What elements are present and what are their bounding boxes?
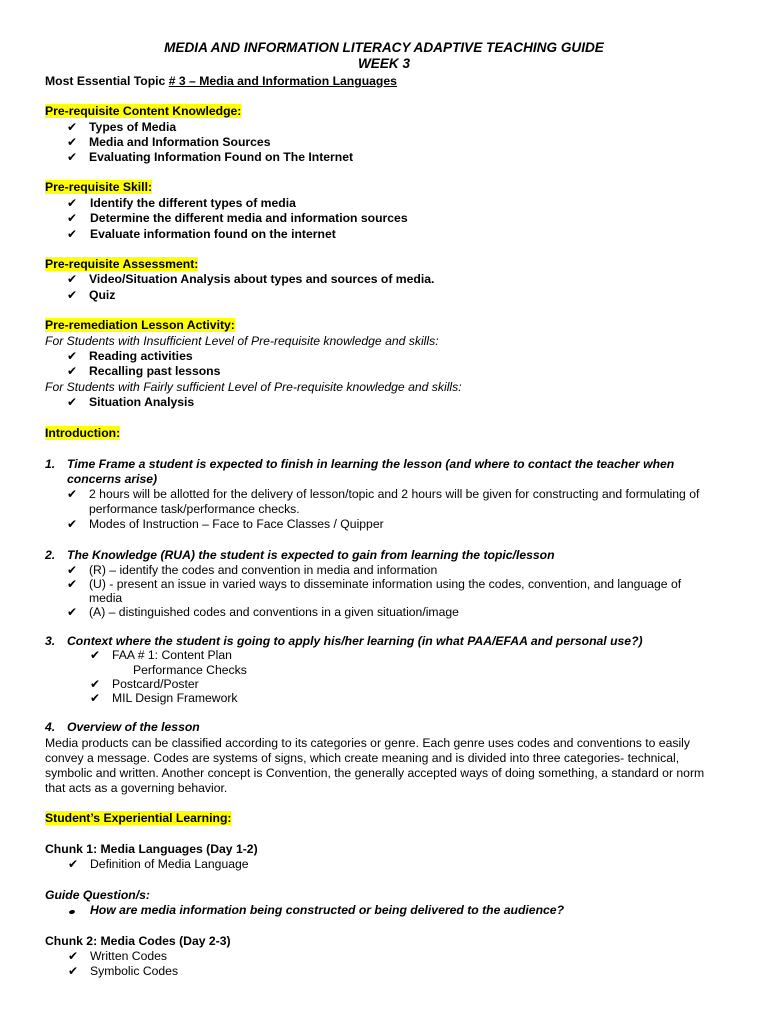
list-item: (U) - present an issue in varied ways to disseminate information using the codes, convention, and language of (89, 577, 682, 591)
item-heading-cont: concerns arise) (67, 472, 158, 486)
group-label: For Students with Fairly sufficient Level of Pre-requisite knowledge and skills: (45, 380, 462, 394)
check-icon: ✔ (68, 949, 79, 963)
check-icon: ✔ (90, 648, 101, 662)
item-heading: Time Frame a student is expected to finish in learning the lesson (and where to contact the teacher when (67, 457, 675, 471)
list-item: (A) – distinguished codes and conventions in a given situation/image (89, 605, 459, 619)
item-heading: Overview of the lesson (67, 720, 200, 734)
check-icon: ✔ (67, 395, 78, 409)
list-item: FAA # 1: Content Plan (112, 648, 232, 662)
check-icon: ✔ (68, 964, 79, 978)
check-icon: ✔ (67, 272, 78, 286)
list-item: Definition of Media Language (90, 857, 249, 871)
list-item: Postcard/Poster (112, 677, 199, 691)
list-item: 2 hours will be allotted for the delivery of lesson/topic and 2 hours will be given for constructing and formulating of (89, 487, 700, 501)
week-label: WEEK 3 (357, 56, 411, 71)
prereq-skill-heading-text: Pre-requisite Skill: (45, 180, 153, 194)
list-item-cont: Performance Checks (133, 663, 247, 677)
check-icon: ✔ (67, 196, 78, 210)
preremediation-heading (45, 318, 235, 333)
check-icon: ✔ (67, 150, 78, 164)
check-icon: ✔ (90, 691, 101, 705)
item-number: 2. (45, 548, 56, 562)
list-item: Media and Information Sources (89, 135, 271, 149)
list-item: Situation Analysis (89, 395, 195, 409)
check-icon: ✔ (90, 677, 101, 691)
chunk-title: Chunk 1: Media Languages (Day 1-2) (45, 842, 258, 856)
topic-value: # 3 – Media and Information Languages (168, 74, 397, 88)
list-item: Determine the different media and information sources (90, 211, 408, 225)
list-item: (R) – identify the codes and convention in media and information (89, 563, 438, 577)
group-label: For Students with Insufficient Level of Pre-requisite knowledge and skills: (45, 334, 439, 348)
bullet-icon (69, 909, 76, 914)
list-item-cont: performance task/performance checks. (89, 502, 300, 516)
check-icon: ✔ (67, 605, 78, 619)
list-item: Recalling past lessons (89, 364, 221, 378)
check-icon: ✔ (67, 211, 78, 225)
prereq-assessment-heading (45, 257, 198, 272)
item-heading: The Knowledge (RUA) the student is expected to gain from learning the topic/lesson (67, 548, 555, 562)
list-item: Video/Situation Analysis about types and sources of media. (89, 272, 435, 286)
introduction-heading-text: Introduction: (45, 426, 121, 440)
check-icon: ✔ (67, 487, 78, 501)
check-icon: ✔ (67, 135, 78, 149)
introduction-heading (45, 426, 120, 441)
document-title: MEDIA AND INFORMATION LITERACY ADAPTIVE TEACHING GUIDE (164, 40, 604, 55)
prereq-knowledge-heading-text: Pre-requisite Content Knowledge: (45, 104, 242, 118)
preremediation-heading-text: Pre-remediation Lesson Activity: (45, 318, 235, 332)
guide-question: How are media information being constructed or being delivered to the audience? (90, 903, 565, 917)
item-number: 3. (45, 634, 56, 648)
item-number: 4. (45, 720, 56, 734)
prereq-assessment-heading-text: Pre-requisite Assessment: (45, 257, 199, 271)
check-icon: ✔ (67, 288, 78, 302)
list-item: Evaluating Information Found on The Internet (89, 150, 354, 164)
list-item: Modes of Instruction – Face to Face Classes / Quipper (89, 517, 384, 531)
experiential-heading (45, 811, 231, 826)
overview-paragraph: Media products can be classified according to its categories or genre. Each genre uses codes and conventions to easily convey a message. Codes are systems of signs, which create meaning and is divided into three categories- technical, symbolic and written. Another concept is Convention, the generally accepted ways of doing something, a standard or norm that acts as a governing behavior. (45, 736, 705, 795)
item-number: 1. (45, 457, 56, 471)
list-item: Identify the different types of media (90, 196, 296, 210)
check-icon: ✔ (68, 857, 79, 871)
list-item: Types of Media (89, 120, 177, 134)
check-icon: ✔ (67, 563, 78, 577)
item-heading: Context where the student is going to apply his/her learning (in what PAA/EFAA and personal use?) (67, 634, 643, 648)
check-icon: ✔ (67, 349, 78, 363)
list-item: MIL Design Framework (112, 691, 238, 705)
check-icon: ✔ (67, 227, 78, 241)
prereq-knowledge-heading (45, 104, 241, 119)
prereq-skill-heading (45, 180, 152, 195)
guide-label: Guide Question/s: (45, 888, 150, 902)
list-item: Quiz (89, 288, 116, 302)
list-item-cont: media (89, 591, 123, 605)
list-item: Written Codes (90, 949, 167, 963)
topic-line (45, 74, 397, 89)
check-icon: ✔ (67, 577, 78, 591)
list-item: Reading activities (89, 349, 193, 363)
check-icon: ✔ (67, 364, 78, 378)
list-item: Symbolic Codes (90, 964, 179, 978)
chunk-title: Chunk 2: Media Codes (Day 2-3) (45, 934, 231, 948)
check-icon: ✔ (67, 517, 78, 531)
list-item: Evaluate information found on the internet (90, 227, 336, 241)
topic-prefix: Most Essential Topic (45, 74, 169, 88)
experiential-heading-text: Student’s Experiential Learning: (45, 811, 232, 825)
check-icon: ✔ (67, 120, 78, 134)
